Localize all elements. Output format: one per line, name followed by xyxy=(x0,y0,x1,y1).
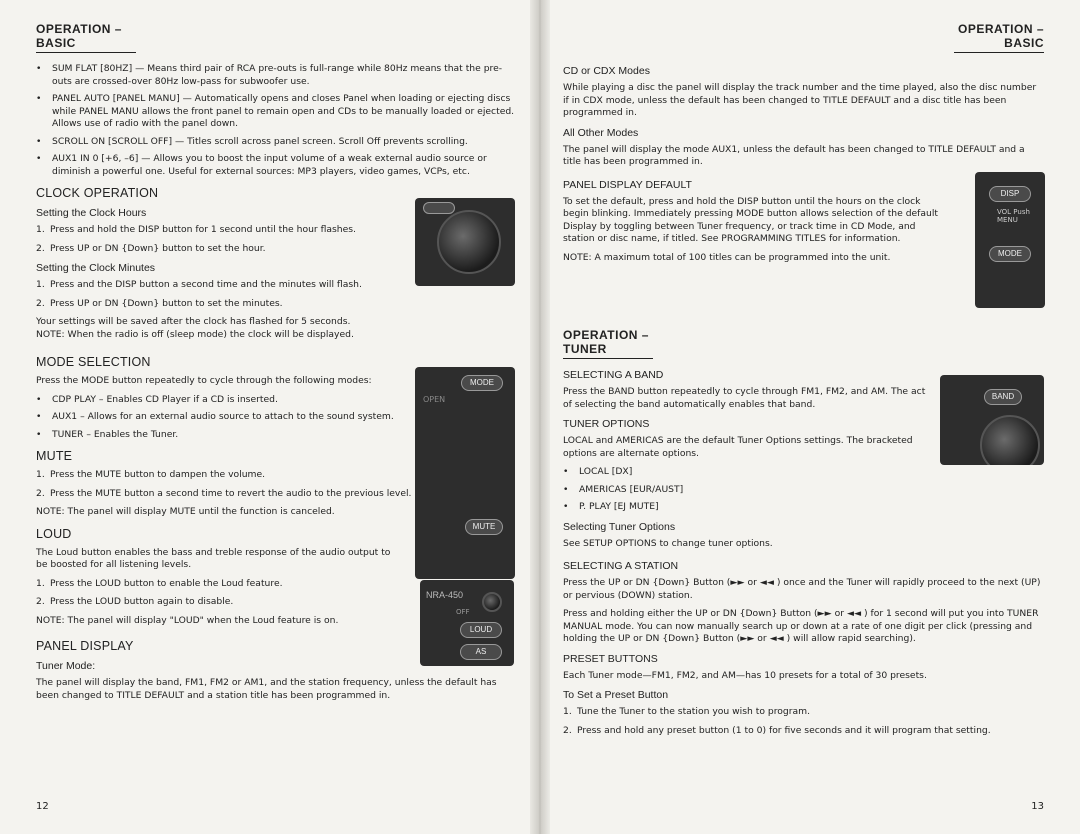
list-item: 2. Press the LOUD button again to disable. xyxy=(36,596,234,607)
clock-minutes-title: Setting the Clock Minutes xyxy=(36,262,156,274)
loud-button-icon: LOUD xyxy=(460,622,502,638)
loud-title: LOUD xyxy=(36,526,72,541)
mode-intro: Press the MODE button repeatedly to cycle through the following modes: xyxy=(36,375,372,386)
bullet-panel-auto: • PANEL AUTO [PANEL MANU] — Automatically opens and closes Panel when loading or ejecting discs while PANEL MANU allows the front panel to remain open and CDs to be manually loaded or ejected. Allows use of radio with the panel down. xyxy=(36,93,517,131)
selecting-band-title: SELECTING A BAND xyxy=(563,369,664,381)
tuner-options-list xyxy=(563,466,1044,514)
mute-note: NOTE: The panel will display MUTE until the function is canceled. xyxy=(36,506,335,517)
off-label: OFF xyxy=(456,608,470,616)
tuner-mode-title: Tuner Mode: xyxy=(36,660,96,672)
list-item: 1. Press the MUTE button to dampen the volume. xyxy=(36,469,266,480)
list-item: 1. Press and hold the DISP button for 1 second until the hour flashes. xyxy=(36,224,356,235)
tuner-options-text: LOCAL and AMERICAS are the default Tuner Options settings. The bracketed options are alternate options. xyxy=(563,435,913,459)
page-number-left: 12 xyxy=(36,801,49,812)
selecting-tuner-options-text: See SETUP OPTIONS to change tuner options. xyxy=(563,537,773,549)
tuner-header: OPERATION – TUNER xyxy=(563,328,653,359)
cd-modes-text: While playing a disc the panel will display the track number and the time played, also the disc number if in CDX mode, unless the default has been changed to TITLE DEFAULT and a disc title has been programmed in. xyxy=(563,82,1037,118)
disp-mode-photo xyxy=(975,172,1045,308)
option-bullets xyxy=(36,63,517,178)
set-preset-title: To Set a Preset Button xyxy=(563,689,669,701)
clock-title: CLOCK OPERATION xyxy=(36,186,159,200)
clock-hours-steps xyxy=(36,224,396,255)
selecting-station-text-2: Press and holding either the UP or DN {Down} Button (►► or ◄◄ ) for 1 second will put you into TUNER MANUAL mode. You can now manually search up or down at a rate of one digit per click (pressing and holding the UP or DN {Down} Button (►► or ◄◄ ) will allow rapid searching). xyxy=(563,608,1039,644)
left-header: OPERATION – BASIC xyxy=(36,22,136,53)
disp-button-icon xyxy=(423,202,455,214)
preset-buttons-title: PRESET BUTTONS xyxy=(563,652,658,665)
list-item: • CDP PLAY – Enables CD Player if a CD is inserted. xyxy=(36,394,396,407)
mute-button-icon: MUTE xyxy=(465,519,503,535)
as-button-icon: AS xyxy=(460,644,502,660)
selecting-tuner-options-title: Selecting Tuner Options xyxy=(563,520,676,533)
list-item: 1. Press the LOUD button to enable the Loud feature. xyxy=(36,577,283,589)
clock-note-sleep: NOTE: When the radio is off (sleep mode) the clock will be displayed. xyxy=(36,328,354,340)
preset-buttons-text: Each Tuner mode—FM1, FM2, and AM—has 10 presets for a total of 30 presets. xyxy=(563,669,927,681)
bullet-sum-flat: • SUM FLAT [80HZ] — Means third pair of RCA pre-outs is full-range while 80Hz means that the pre-outs are crossed-over 80Hz low-pass for subwoofer use. xyxy=(36,63,517,88)
bullet-scroll: • SCROLL ON [SCROLL OFF] — Titles scroll across panel screen. Scroll Off prevents scrolling. xyxy=(36,136,517,149)
panel-display-default-note: NOTE: A maximum total of 100 titles can be programmed into the unit. xyxy=(563,251,891,263)
list-item: • P. PLAY [EJ MUTE] xyxy=(563,501,1044,514)
selecting-station-title: SELECTING A STATION xyxy=(563,560,679,572)
mode-mute-photo xyxy=(415,367,515,579)
other-modes-title: All Other Modes xyxy=(563,126,639,139)
tuner-options-title: TUNER OPTIONS xyxy=(563,418,650,430)
list-item: 1. Press and the DISP button a second time and the minutes will flash. xyxy=(36,279,362,290)
page-number-right: 13 xyxy=(1031,801,1044,812)
list-item: • AUX1 – Allows for an external audio source to attach to the sound system. xyxy=(36,411,396,424)
disp-button-icon: DISP xyxy=(989,186,1031,202)
other-modes-text: The panel will display the mode AUX1, unless the default has been changed to TITLE DEFAULT and a title has been programmed in. xyxy=(563,143,1025,167)
volume-knob-icon xyxy=(437,210,501,274)
loud-photo xyxy=(420,580,514,666)
panel-display-default-title: PANEL DISPLAY DEFAULT xyxy=(563,178,692,191)
loud-intro: The Loud button enables the bass and treble response of the audio output to be boosted for all listening levels. xyxy=(36,546,391,570)
right-header: OPERATION – BASIC xyxy=(954,22,1044,53)
list-item: • TUNER – Enables the Tuner. xyxy=(36,429,396,442)
vol-menu-label: VOL Push MENU xyxy=(997,208,1030,224)
cd-modes-title: CD or CDX Modes xyxy=(563,65,650,77)
band-button-icon: BAND xyxy=(984,389,1022,405)
model-label: NRA-450 xyxy=(426,590,464,600)
list-item: • AMERICAS [EUR/AUST] xyxy=(563,484,1044,497)
list-item: • LOCAL [DX] xyxy=(563,466,1044,479)
open-label: OPEN xyxy=(423,395,446,404)
clock-hours-title: Setting the Clock Hours xyxy=(36,207,147,219)
selecting-band-text: Press the BAND button repeatedly to cycle through FM1, FM2, and AM. The act of selecting the band automatically enables that band. xyxy=(563,386,926,410)
set-preset-steps xyxy=(563,706,1044,737)
list-item: 1. Tune the Tuner to the station you wish to program. xyxy=(563,706,811,717)
list-item: 2. Press UP or DN {Down} button to set the minutes. xyxy=(36,297,283,309)
loud-note: NOTE: The panel will display "LOUD" when the Loud feature is on. xyxy=(36,614,339,626)
clock-note-saved: Your settings will be saved after the clock has flashed for 5 seconds. xyxy=(36,316,351,327)
band-photo xyxy=(940,375,1044,465)
power-icon xyxy=(482,592,502,612)
volume-knob-icon xyxy=(980,415,1040,465)
list-item: 2. Press UP or DN {Down} button to set the hour. xyxy=(36,242,266,254)
list-item: 2. Press and hold any preset button (1 to 0) for five seconds and it will program that setting. xyxy=(563,724,991,736)
bullet-aux1: • AUX1 IN 0 [+6, –6] — Allows you to boost the input volume of a weak external audio source or diminish a powerful one. Useful for external sources: MP3 players, video games, VCPs, etc. xyxy=(36,153,517,178)
mode-button-icon: MODE xyxy=(461,375,503,391)
mode-list xyxy=(36,394,396,442)
selecting-station-text-1: Press the UP or DN {Down} Button (►► or ◄◄ ) once and the Tuner will rapidly proceed to the next (UP) or pervious (DOWN) station. xyxy=(563,577,1041,601)
mode-button-icon: MODE xyxy=(989,246,1031,262)
panel-display-default-text: To set the default, press and hold the DISP button until the hours on the clock begin blinking. Immediately pressing MODE button allows selection of the default Display by toggling between Tuner frequency, or track time in CD Mode, and station or disc name, if titled. See PROGRAMMING TITLES for information. xyxy=(563,195,939,244)
mute-title: MUTE xyxy=(36,449,73,463)
clock-photo xyxy=(415,198,515,286)
list-item: 2. Press the MUTE button a second time to revert the audio to the previous level. xyxy=(36,487,412,499)
panel-display-title: PANEL DISPLAY xyxy=(36,639,134,653)
mode-title: MODE SELECTION xyxy=(36,355,151,369)
tuner-mode-text: The panel will display the band, FM1, FM2 or AM1, and the station frequency, unless the default has been changed to TITLE DEFAULT and a station title has been programmed in. xyxy=(36,677,497,701)
